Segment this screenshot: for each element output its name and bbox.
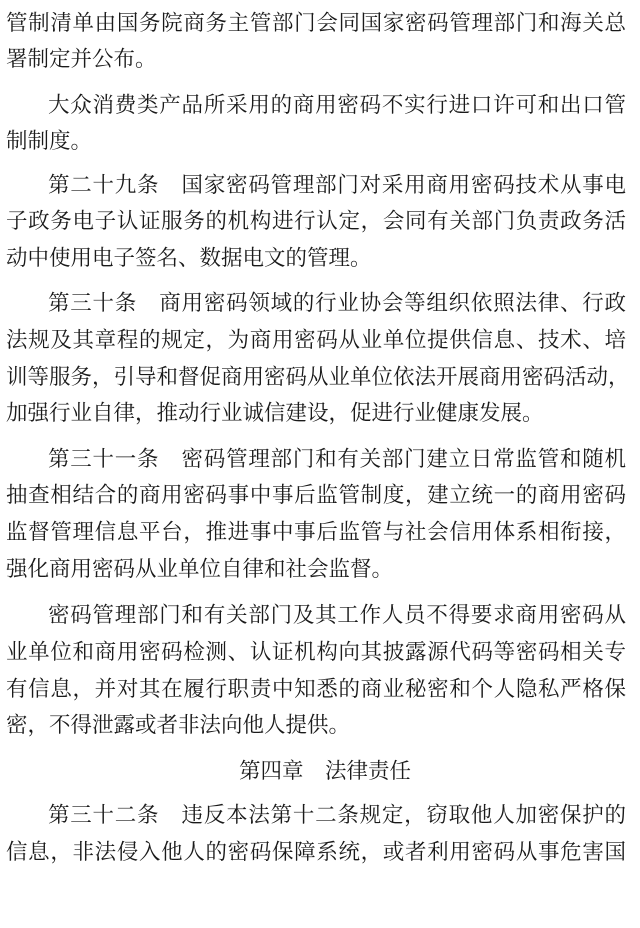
text-line: 密码管理部门和有关部门及其工作人员不得要求商用密码从 — [48, 603, 626, 628]
text-line: 业单位和商用密码检测、认证机构向其披露源代码等密码相关专 — [6, 640, 626, 665]
text-line: 加强行业自律，推动行业诚信建设，促进行业健康发展。 — [6, 401, 544, 426]
text-line: 第二十九条 国家密码管理部门对采用商用密码技术从事电 — [48, 173, 626, 198]
text-line: 训等服务，引导和督促商用密码从业单位依法开展商用密码活动， — [6, 365, 630, 390]
text-line: 密，不得泄露或者非法向他人提供。 — [6, 713, 351, 738]
text-line: 署制定并公布。 — [6, 47, 157, 72]
text-line: 有信息，并对其在履行职责中知悉的商业秘密和个人隐私严格保 — [6, 677, 626, 702]
text-line: 子政务电子认证服务的机构进行认定，会同有关部门负责政务活 — [6, 209, 626, 234]
text-line: 制制度。 — [6, 129, 93, 154]
text-line: 第三十二条 违反本法第十二条规定，窃取他人加密保护的 — [48, 803, 626, 828]
text-line: 强化商用密码从业单位自律和社会监督。 — [6, 557, 394, 582]
text-line: 大众消费类产品所采用的商用密码不实行进口许可和出口管 — [48, 93, 626, 118]
text-line: 法规及其章程的规定，为商用密码从业单位提供信息、技术、培 — [6, 328, 626, 353]
text-line: 动中使用电子签名、数据电文的管理。 — [6, 246, 372, 271]
text-line: 管制清单由国务院商务主管部门会同国家密码管理部门和海关总 — [6, 11, 626, 36]
text-line: 抽查相结合的商用密码事中事后监管制度，建立统一的商用密码 — [6, 483, 626, 508]
text-line: 第三十条 商用密码领域的行业协会等组织依照法律、行政 — [48, 291, 626, 316]
text-line: 信息，非法侵入他人的密码保障系统，或者利用密码从事危害国 — [6, 840, 626, 865]
text-line: 监督管理信息平台，推进事中事后监管与社会信用体系相衔接， — [6, 520, 626, 545]
text-line: 第三十一条 密码管理部门和有关部门建立日常监管和随机 — [48, 447, 626, 472]
chapter-heading: 第四章 法律责任 — [238, 759, 411, 784]
